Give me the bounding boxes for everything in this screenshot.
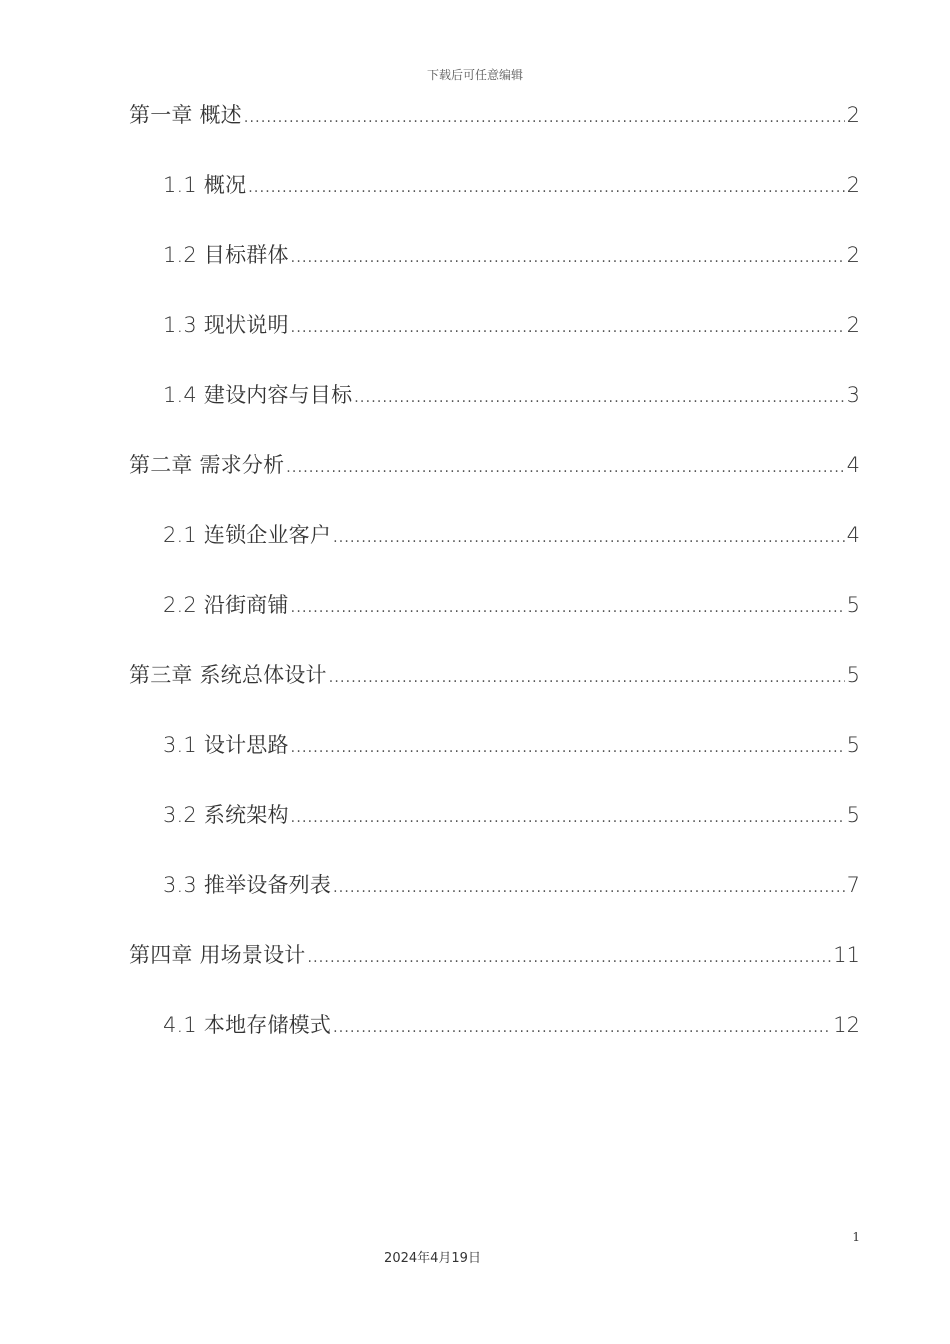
toc-entry-title: 4.1 本地存储模式 bbox=[163, 1013, 332, 1037]
toc-entry[interactable] bbox=[129, 95, 860, 135]
toc-entry[interactable] bbox=[163, 865, 860, 905]
toc-entry[interactable] bbox=[163, 305, 860, 345]
toc-entry-page: 5 bbox=[846, 663, 860, 687]
toc-entry-page: 2 bbox=[846, 243, 860, 267]
toc-leader bbox=[291, 728, 845, 768]
toc-entry-title: 第一章 概述 bbox=[129, 103, 242, 127]
toc-entry-page: 2 bbox=[846, 103, 860, 127]
toc-entry[interactable] bbox=[163, 515, 860, 555]
toc-entry[interactable] bbox=[163, 795, 860, 835]
toc-entry-page: 2 bbox=[846, 173, 860, 197]
toc-leader bbox=[248, 168, 844, 208]
toc-entry-title: 3.2 系统架构 bbox=[163, 803, 289, 827]
toc-leader bbox=[291, 238, 845, 278]
toc-entry-page: 5 bbox=[846, 593, 860, 617]
toc-leader bbox=[307, 938, 831, 978]
toc-entry-page: 4 bbox=[846, 523, 860, 547]
toc-entry-title: 1.1 概况 bbox=[163, 173, 247, 197]
toc-entry[interactable] bbox=[163, 235, 860, 275]
toc-entry[interactable] bbox=[163, 725, 860, 765]
page-number: 1 bbox=[852, 1230, 860, 1244]
toc-entry[interactable] bbox=[163, 165, 860, 205]
footer-date: 2024年4月19日 bbox=[384, 1251, 481, 1266]
toc-entry-title: 1.4 建设内容与目标 bbox=[163, 383, 353, 407]
toc-entry-page: 7 bbox=[846, 873, 860, 897]
toc-entry-title: 3.3 推举设备列表 bbox=[163, 873, 332, 897]
toc-entry[interactable] bbox=[163, 375, 860, 415]
toc-entry[interactable] bbox=[163, 1005, 860, 1045]
toc-entry-title: 2.2 沿街商铺 bbox=[163, 593, 289, 617]
toc-leader bbox=[329, 658, 845, 698]
toc-leader bbox=[244, 98, 845, 138]
toc-entry-title: 1.3 现状说明 bbox=[163, 313, 289, 337]
toc-entry[interactable] bbox=[129, 655, 860, 695]
toc-entry-title: 2.1 连锁企业客户 bbox=[163, 523, 332, 547]
toc-leader bbox=[291, 588, 845, 628]
toc-entry-title: 3.1 设计思路 bbox=[163, 733, 289, 757]
toc-entry-page: 11 bbox=[833, 943, 860, 967]
toc-leader bbox=[333, 868, 845, 908]
toc-entry-page: 2 bbox=[846, 313, 860, 337]
toc-leader bbox=[354, 378, 844, 418]
toc-leader bbox=[333, 1008, 831, 1048]
toc-entry-page: 5 bbox=[846, 803, 860, 827]
toc-entry-page: 3 bbox=[846, 383, 860, 407]
toc-entry[interactable] bbox=[163, 585, 860, 625]
toc-entry-title: 1.2 目标群体 bbox=[163, 243, 289, 267]
toc-entry-title: 第三章 系统总体设计 bbox=[129, 663, 327, 687]
toc-entry-page: 4 bbox=[846, 453, 860, 477]
toc-entry-page: 5 bbox=[846, 733, 860, 757]
toc-entry[interactable] bbox=[129, 935, 860, 975]
toc-entry-title: 第四章 用场景设计 bbox=[129, 943, 306, 967]
toc-leader bbox=[333, 518, 845, 558]
toc-leader bbox=[291, 308, 845, 348]
toc-entry-title: 第二章 需求分析 bbox=[129, 453, 285, 477]
toc-entry-page: 12 bbox=[833, 1013, 860, 1037]
header-note: 下载后可任意编辑 bbox=[426, 68, 523, 82]
toc-entry[interactable] bbox=[129, 445, 860, 485]
toc-leader bbox=[291, 798, 845, 838]
toc-leader bbox=[286, 448, 844, 488]
